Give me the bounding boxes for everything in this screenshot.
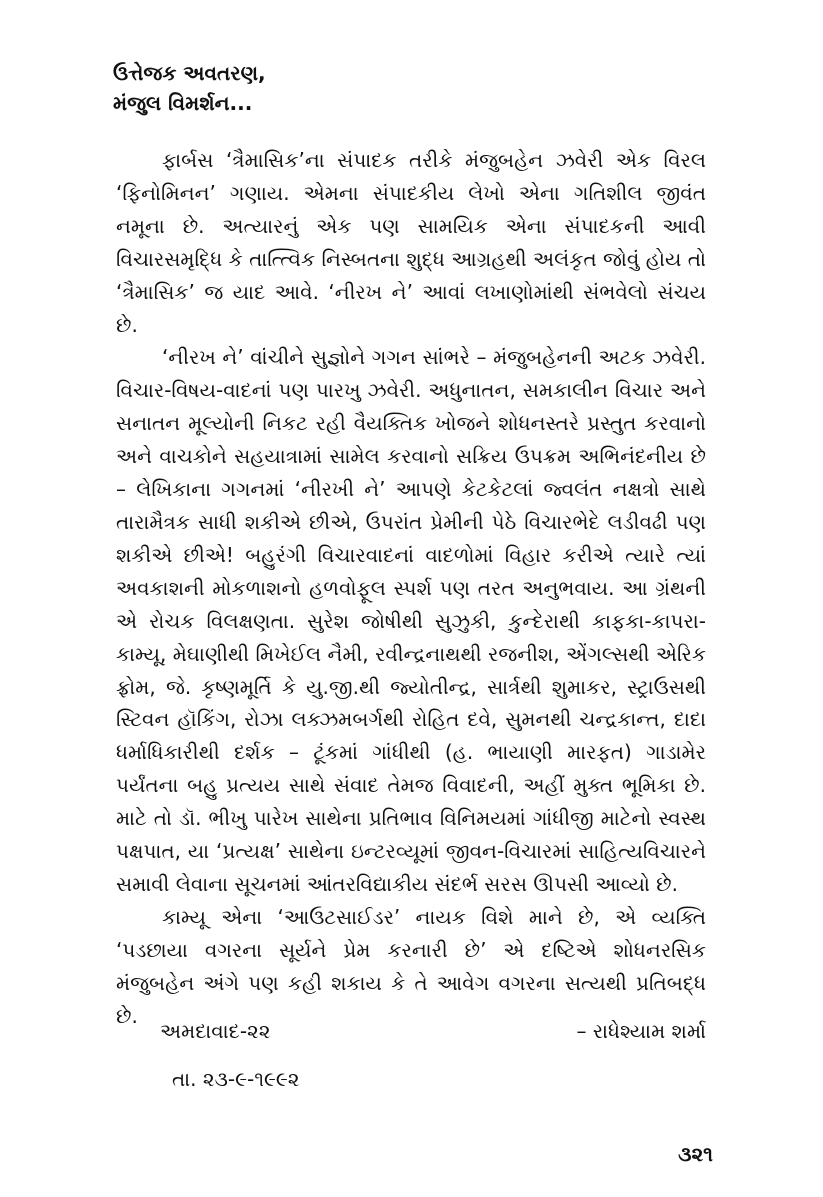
heading-line-1: ઉત્તેજક અવતરણ, <box>113 61 266 85</box>
section-heading <box>113 58 266 118</box>
signature-author: – રાધેશ્યામ શર્મા <box>576 1019 706 1043</box>
page-number: ૩૨૧ <box>678 1142 713 1166</box>
paragraph-2: ‘નીરખ ને’ વાંચીને સુજ્ઞોને ગગન સાંભરે – મંજુબહેનની અટક ઝવેરી. વિચાર-વિષય-વાદનાં પણ પારખુ ઝવેરી. અધુનાતન, સમકાલીન વિચાર અને સનાતન મૂલ્યોની નિકટ રહી વૈયક્તિક ખોજને શોધનસ્તરે પ્રસ્તુત કરવાનો અને વાચકોને સહયાત્રામાં સામેલ કરવાનો સક્રિય ઉપક્રમ અભિનંદનીય છે – લેખિકાના ગગનમાં ‘નીરખી ને’ આપણે કેટકેટલાં જ્વલંત નક્ષત્રો સાથે તારામૈત્રક સાધી શકીએ છીએ, ઉપરાંત પ્રેમીની પેઠે વિચારભેદે લડીવઢી પણ શકીએ છીએ! બહુરંગી વિચારવાદનાં વાદળોમાં વિહાર કરીએ ત્યારે ત્યાં અવકાશની મોકળાશનો હળવોફૂલ સ્પર્શ પણ તરત અનુભવાય. આ ગ્રંથની એ રોચક વિલક્ષણતા. સુરેશ જોષીથી સુઝુકી, કુન્દેરાથી કાફકા-કાપરા-કામ્યૂ, મેઘાણીથી મિખેઈલ નૈમી, રવીન્દ્રનાથથી રજનીશ, એંગલ્સથી એરિક ફ્રોમ, જે. કૃષ્ણમૂર્તિ કે યુ.જી.થી જ્યોતીન્દ્ર, સાર્ત્રથી શુમાકર, સ્ટ્રાઉસથી સ્ટિવન હૉકિંગ, રોઝા લક્ઝમબર્ગથી રોહિત દવે, સુમનથી ચન્દ્રકાન્ત, દાદા ધર્માધિકારીથી દર્શક – ટૂંકમાં ગાંધીથી (હ. ભાયાણી મારફત) ગાડામેર પર્યંતના બહુ પ્રત્યય સાથે સંવાદ તેમજ વિવાદની, અહીં મુક્ત ભૂમિકા છે. માટે તો ડૉ. ભીખુ પારેખ સાથેના પ્રતિભાવ વિનિમયમાં ગાંધીજી માટેનો સ્વસ્થ પક્ષપાત, યા ‘પ્રત્યક્ષ’ સાથેના ઇન્ટરવ્યૂમાં જીવન-વિચારમાં સાહિત્યવિચારને સમાવી લેવાના સૂચનમાં આંતરવિદ્યાકીય સંદર્ભ સરસ ઊપસી આવ્યો છે. <box>116 345 706 896</box>
paragraph-1: ફાર્બસ ‘ત્રૈમાસિક’ના સંપાદક તરીકે મંજુબહેન ઝવેરી એક વિરલ ‘ફિનોમિનન’ ગણાય. એમના સંપાદકીય લેખો એના ગતિશીલ જીવંત નમૂના છે. અત્યારનું એક પણ સામયિક એના સંપાદકની આવી વિચારસમૃદ્ધિ કે તાત્ત્વિક નિસ્બતના શુદ્ધ આગ્રહથી અલંકૃત જોવું હોય તો ‘ત્રૈમાસિક’ જ યાદ આવે. ‘નીરખ ને’ આવાં લખાણોમાંથી સંભવેલો સંચય છે. <box>116 148 706 337</box>
signature-place: અમદાવાદ-૨૨ <box>160 1019 271 1043</box>
heading-line-2: મંજુલ વિમર્શન... <box>113 91 253 115</box>
signature-date: તા. ૨૩-૯-૧૯૯૨ <box>172 1067 300 1091</box>
paragraph-3: કામ્યૂ એના ‘આઉટસાઈડર’ નાયક વિશે માને છે, એ વ્યક્તિ ‘પડછાયા વગરના સૂર્યને પ્રેમ કરનારી છે’ એ દષ્ટિએ શોધનરસિક મંજુબહેન અંગે પણ કહી શકાય કે તે આવેગ વગરના સત્યથી પ્રતિબદ્ધ છે. <box>116 904 706 1028</box>
article-body <box>116 144 706 1032</box>
